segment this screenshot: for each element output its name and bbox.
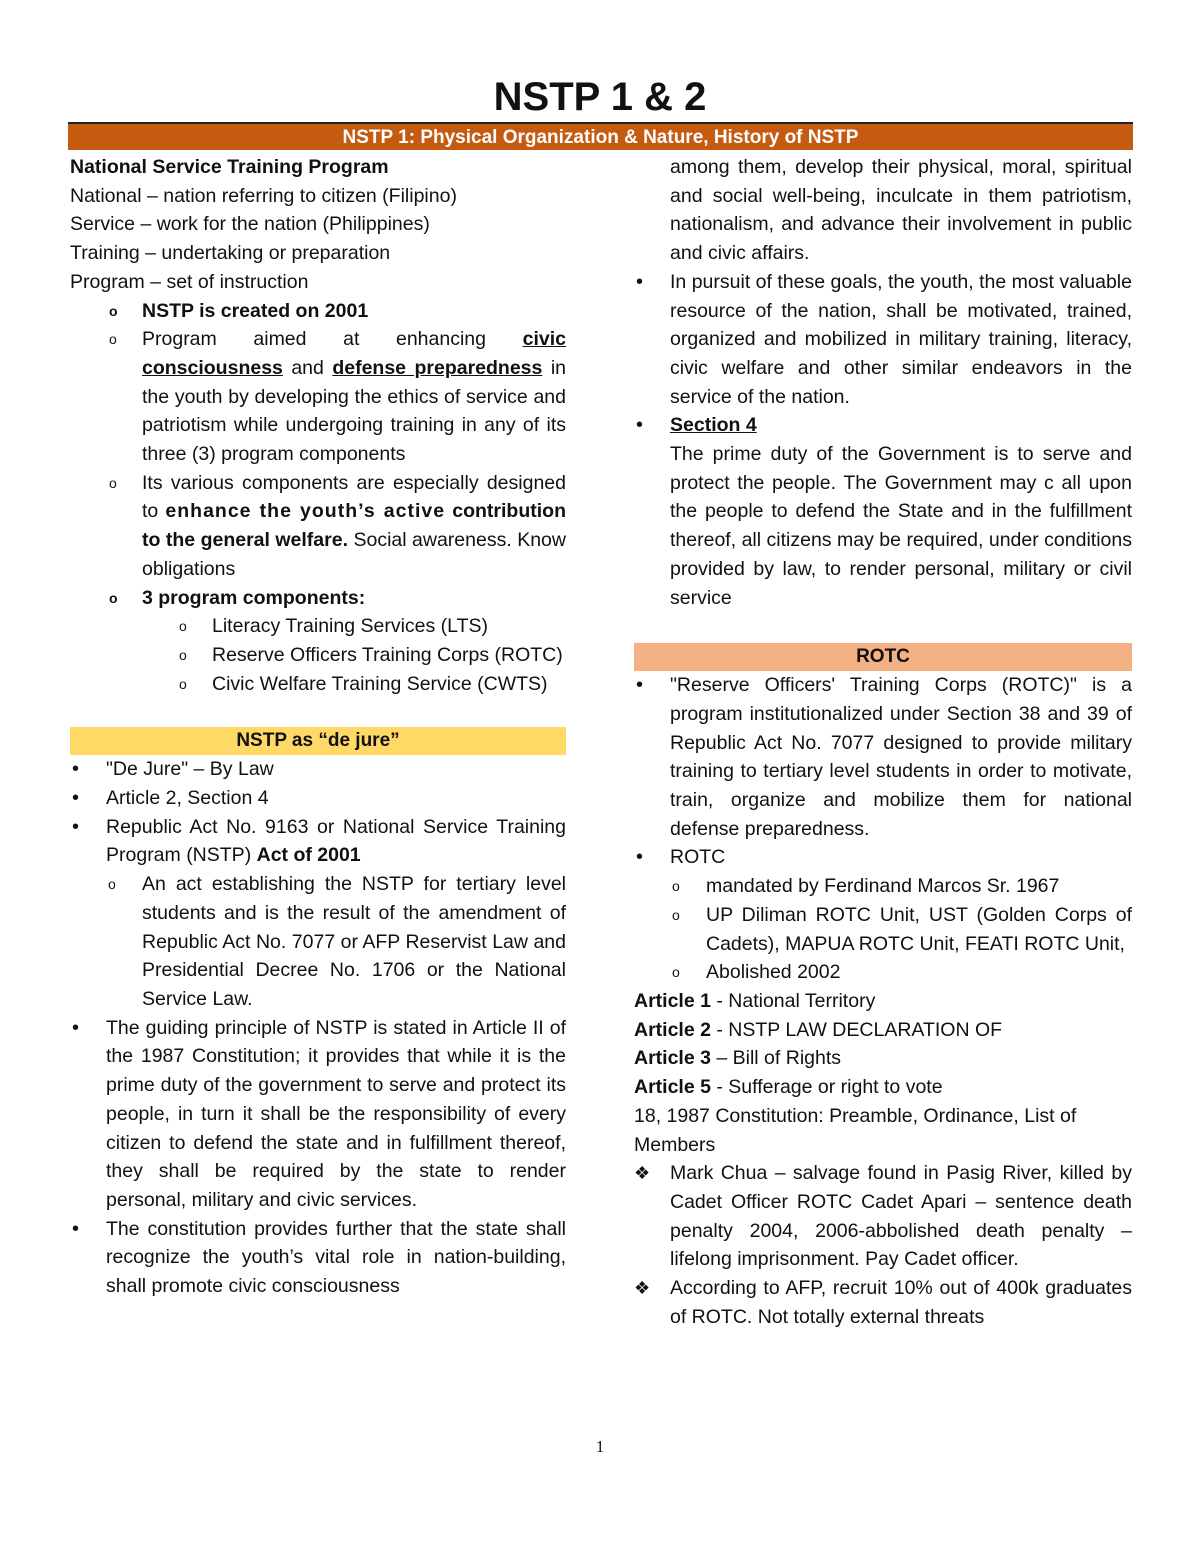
bullet-icon: • xyxy=(72,815,80,838)
list-item: o An act establishing the NSTP for tertiary level students and is the result of the amendment of Republic Act No. 7077 or AFP Reservist Law and Presidential Decree No. 1706 or the National Service Law. xyxy=(70,870,566,1014)
list-item: ❖ Mark Chua – salvage found in Pasig River, killed by Cadet Officer ROTC Cadet Apari – sentence death penalty 2004, 2006-abbolished death penalty – lifelong imprisonment. Pay Cadet officer. xyxy=(634,1159,1132,1274)
rotc-list xyxy=(634,671,1132,987)
list-item: • In pursuit of these goals, the youth, the most valuable resource of the nation, shall be motivated, trained, organized and mobilized in military training, literacy, civic welfare and other similar endeavors in the service of the nation. xyxy=(634,268,1132,412)
circle-bullet-icon: o xyxy=(109,331,117,348)
list-item: ❖ According to AFP, recruit 10% out of 400k graduates of ROTC. Not totally external threats xyxy=(634,1274,1132,1331)
article-5: Article 5 - Sufferage or right to vote xyxy=(634,1076,943,1099)
defense-preparedness: defense preparedness xyxy=(332,356,543,379)
notes-list xyxy=(634,1159,1132,1331)
bullet-icon: • xyxy=(72,758,80,781)
definition-service: Service – work for the nation (Philippines) xyxy=(70,213,430,236)
dejure-list xyxy=(70,755,566,1300)
article-2: Article 2 - NSTP LAW DECLARATION OF xyxy=(634,1018,1003,1041)
goals-list xyxy=(634,268,1132,612)
circle-bullet-icon: o xyxy=(179,618,187,635)
article-3: Article 3 – Bill of Rights xyxy=(634,1047,842,1070)
circle-bullet-icon: o xyxy=(179,675,187,692)
definition-program: Program – set of instruction xyxy=(70,270,309,293)
rotc-header: ROTC xyxy=(634,643,1132,671)
bullet-icon: • xyxy=(72,1016,80,1039)
program-heading: National Service Training Program xyxy=(70,156,389,178)
dejure-header: NSTP as “de jure” xyxy=(70,727,566,755)
circle-bullet-icon: o xyxy=(109,589,118,606)
list-item: • Section 4 The prime duty of the Government is to serve and protect the people. The Government may c all upon the people to defend the State and in the fulfillment thereof, all citizens may be required, under conditions provided by law, to render personal, military or civil service xyxy=(634,411,1132,612)
civic-consciousness: civic consciousness xyxy=(142,328,566,379)
list-item: • Republic Act No. 9163 or National Service Training Program (NSTP) Act of 2001 xyxy=(70,813,566,870)
circle-bullet-icon: o xyxy=(179,646,187,663)
circle-bullet-icon: o xyxy=(109,302,118,319)
circle-bullet-icon: o xyxy=(108,876,116,893)
list-item: o mandated by Ferdinand Marcos Sr. 1967 xyxy=(634,872,1132,901)
list-item: o Reserve Officers Training Corps (ROTC) xyxy=(70,641,566,670)
right-column xyxy=(634,153,1132,1331)
circle-bullet-icon: o xyxy=(672,964,680,981)
diamond-bullet-icon: ❖ xyxy=(634,1163,651,1184)
list-item: • "Reserve Officers' Training Corps (ROTC)" is a program institutionalized under Section 38 and 39 of Republic Act No. 7077 designed to provide military training to tertiary level students in order to motivate, train, organize and mobilize them for national defense preparedness. xyxy=(634,671,1132,843)
list-item: o Literacy Training Services (LTS) xyxy=(70,612,566,641)
page-number: 1 xyxy=(595,1437,605,1456)
list-item: o NSTP is created on 2001 xyxy=(70,297,566,326)
bullet-icon: • xyxy=(72,1217,80,1240)
diamond-bullet-icon: ❖ xyxy=(634,1278,651,1299)
left-column xyxy=(70,153,566,1301)
bullet-icon: • xyxy=(636,414,644,437)
circle-bullet-icon: o xyxy=(672,906,680,923)
circle-bullet-icon: o xyxy=(109,474,117,491)
continuation-text: among them, develop their physical, moral, spiritual and social well-being, inculcate in them patriotism, nationalism, and advance their involvement in public and civic affairs. xyxy=(670,156,1132,265)
list-item: o Its various components are especially designed to enhance the youth’s active contribution to the general welfare. Social awareness. Know obligations xyxy=(70,469,566,584)
section-banner: NSTP 1: Physical Organization & Nature, History of NSTP xyxy=(68,122,1133,150)
list-item: • The constitution provides further that the state shall recognize the youth’s vital role in nation-building, shall promote civic consciousness xyxy=(70,1215,566,1301)
bullet-icon: • xyxy=(636,270,644,293)
list-item: • "De Jure" – By Law xyxy=(70,755,566,784)
definition-national: National – nation referring to citizen (Filipino) xyxy=(70,184,457,207)
constitution-line: 18, 1987 Constitution: Preamble, Ordinance, List of Members xyxy=(634,1104,1077,1156)
nstp-overview-list xyxy=(70,297,566,699)
list-item: • ROTC xyxy=(634,843,1132,872)
list-item: o 3 program components: xyxy=(70,584,566,613)
list-item: o UP Diliman ROTC Unit, UST (Golden Corps of Cadets), MAPUA ROTC Unit, FEATI ROTC Unit, xyxy=(634,901,1132,958)
list-item: o Abolished 2002 xyxy=(634,958,1132,987)
definition-training: Training – undertaking or preparation xyxy=(70,242,391,265)
article-1: Article 1 - National Territory xyxy=(634,989,876,1012)
circle-bullet-icon: o xyxy=(672,878,680,895)
bullet-icon: • xyxy=(72,787,80,810)
list-item: o Program aimed at enhancing civic consciousness and defense preparedness in the youth by developing the ethics of service and patriotism while undergoing training in any of its three (3) program components xyxy=(70,325,566,469)
section4-title: Section 4 xyxy=(670,414,757,437)
bullet-icon: • xyxy=(636,674,644,697)
document-title: NSTP 1 & 2 xyxy=(493,75,707,119)
list-item: o Civic Welfare Training Service (CWTS) xyxy=(70,670,566,699)
list-item: • Article 2, Section 4 xyxy=(70,784,566,813)
list-item: • The guiding principle of NSTP is stated in Article II of the 1987 Constitution; it provides that while it is the prime duty of the government to serve and protect its people, in turn it shall be the responsibility of every citizen to defend the state and in fulfillment thereof, they shall be required by the state to render personal, military and civic services. xyxy=(70,1014,566,1215)
bullet-icon: • xyxy=(636,846,644,869)
